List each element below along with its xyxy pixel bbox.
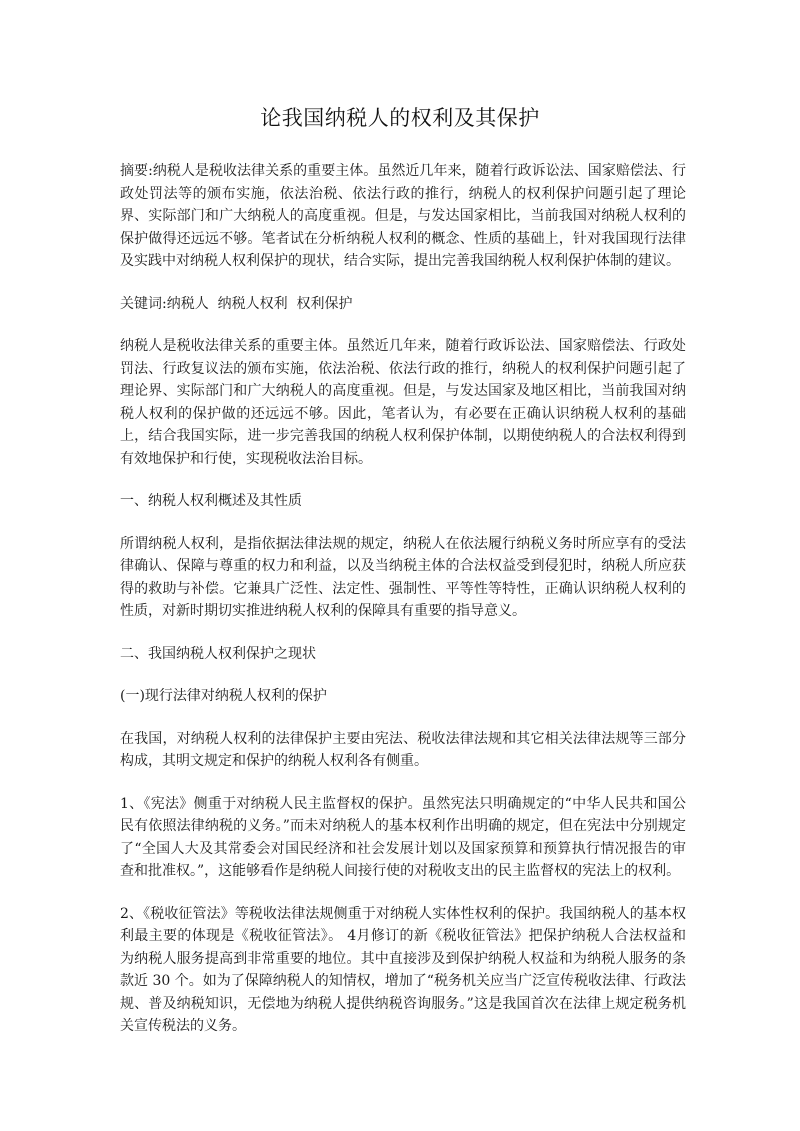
- section-1-paragraph: 所谓纳税人权利，是指依据法律法规的规定，纳税人在依法履行纳税义务时所应享有的受法律确认、保障与尊重的权力和利益，以及当纳税主体的合法权益受到侵犯时，纳税人所应获得的救助与补偿。它兼具广泛性、法定性、强制性、平等性等特性，正确认识纳税人权利的性质，对新时期切实推进纳税人权利的保障具有重要的指导意义。: [120, 535, 686, 619]
- section-2-heading: 二、我国纳税人权利保护之现状: [120, 645, 316, 662]
- intro-paragraph: 纳税人是税收法律关系的重要主体。虽然近几年来，随着行政诉讼法、国家赔偿法、行政处罚法、行政复议法的颁布实施，依法治税、依法行政的推行，纳税人的权利保护问题引起了理论界、实际部门和广大纳税人的高度重视。但是，与发达国家及地区相比，当前我国对纳税人权利的保护做的还远远不够。因此，笔者认为，有必要在正确认识纳税人权利的基础上，结合我国实际，进一步完善我国的纳税人权利保护体制，以期使纳税人的合法权利得到有效地保护和行使，实现税收法治目标。: [120, 338, 686, 467]
- subsection-1-heading: (一)现行法律对纳税人权利的保护: [120, 688, 327, 704]
- document-title: 论我国纳税人的权利及其保护: [260, 106, 540, 130]
- subsection-1-paragraph: 在我国，对纳税人权利的法律保护主要由宪法、税收法律法规和其它相关法律法规等三部分构成，其明文规定和保护的纳税人权利各有侧重。: [120, 730, 686, 769]
- keywords-line: 关键词:纳税人 纳税人权利 权利保护: [120, 295, 353, 312]
- abstract-paragraph: 摘要:纳税人是税收法律关系的重要主体。虽然近几年来，随着行政诉讼法、国家赔偿法、行政处罚法等的颁布实施，依法治税、依法行政的推行，纳税人的权利保护问题引起了理论界、实际部门和广大纳税人的高度重视。但是，与发达国家相比，当前我国对纳税人权利的保护做得还远远不够。笔者试在分析纳税人权利的概念、性质的基础上，针对我国现行法律及实践中对纳税人权利保护的现状，结合实际，提出完善我国纳税人权利保护体制的建议。: [120, 163, 686, 269]
- item-1-paragraph: 1、《宪法》侧重于对纳税人民主监督权的保护。虽然宪法只明确规定的“中华人民共和国公民有依照法律纳税的义务。”而未对纳税人的基本权利作出明确的规定，但在宪法中分别规定了“全国人大及其常委会对国民经济和社会发展计划以及国家预算和预算执行情况报告的审查和批准权。”，这能够看作是纳税人间接行使的对税收支出的民主监督权的宪法上的权利。: [120, 795, 686, 879]
- document-body: [120, 160, 686, 1058]
- item-2-paragraph: 2、《税收征管法》等税收法律法规侧重于对纳税人实体性权利的保护。我国纳税人的基本权利最主要的体现是《税收征管法》。 4月修订的新《税收征管法》把保护纳税人合法权益和为纳税人服务提高到非常重要的地位。其中直接涉及到保护纳税人权益和为纳税人服务的条款近 30 个。如为了保障纳税人的知情权，增加了“税务机关应当广泛宣传税收法律、行政法规、普及纳税知识，无偿地为纳税人提供纳税咨询服务。”这是我国首次在法律上规定税务机关宣传税法的义务。: [120, 905, 686, 1034]
- section-1-heading: 一、纳税人权利概述及其性质: [120, 493, 302, 509]
